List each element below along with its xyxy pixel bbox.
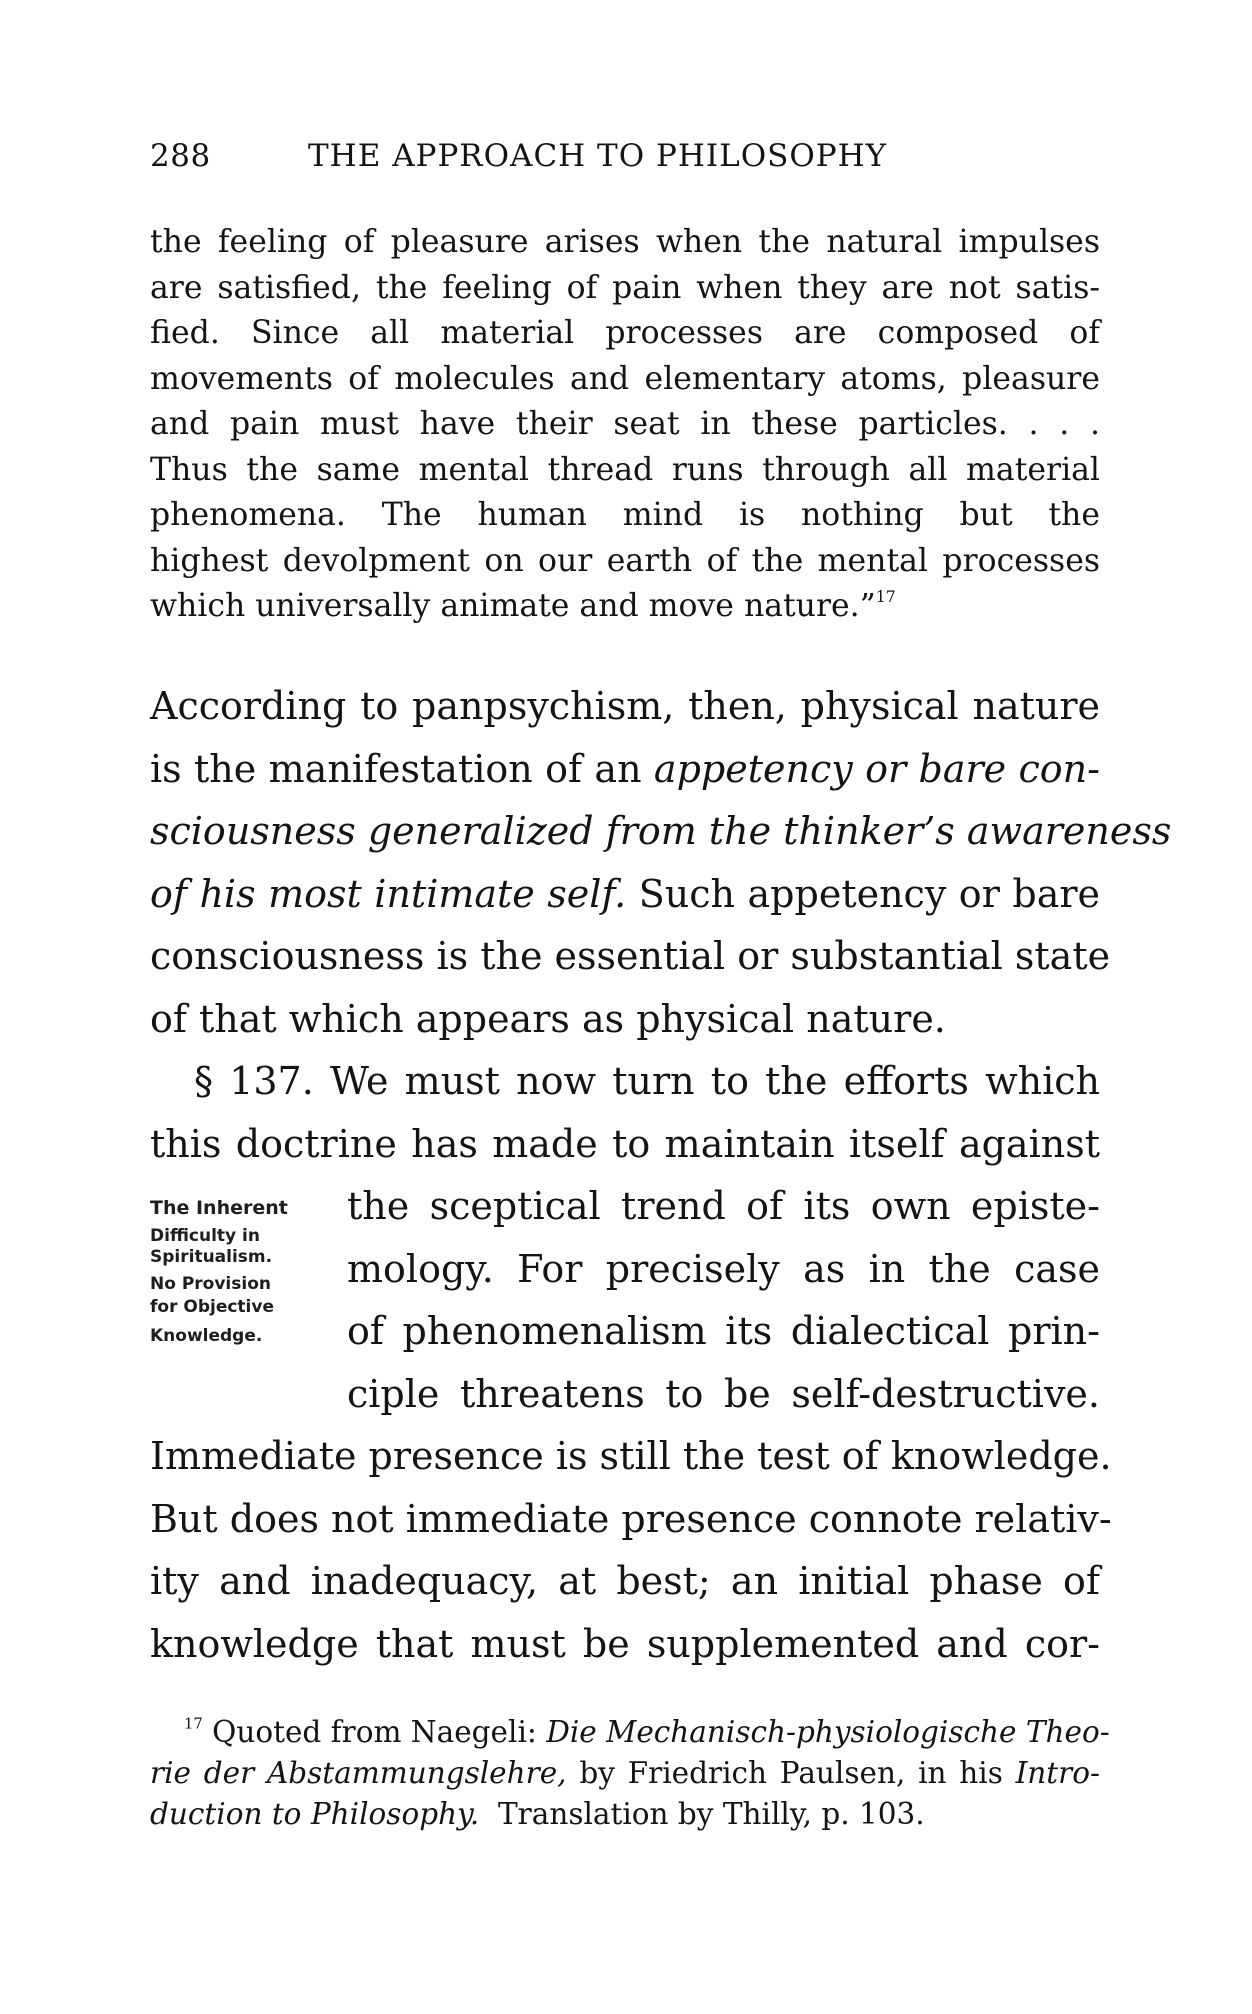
- quote-line: highest devolpment on our earth of the mental processes: [150, 542, 1100, 579]
- paragraph-line: this doctrine has made to maintain itself against: [150, 1121, 1100, 1166]
- text-run: is the manifestation of an: [150, 746, 654, 791]
- paragraph-section-137: [150, 1050, 1100, 1175]
- margin-note-line: No Provision: [150, 1274, 271, 1294]
- footnote: [150, 1712, 1110, 1835]
- margin-note: [150, 1197, 328, 1347]
- quote-line: the feeling of pleasure arises when the natural impulses: [150, 224, 1100, 260]
- margin-note-line: Difficulty in: [150, 1226, 260, 1246]
- italic-run: duction to Philosophy.: [150, 1797, 480, 1831]
- italic-run: Die Mechanisch-physiologische Theo-: [546, 1715, 1110, 1749]
- footnote-line: [150, 1712, 1110, 1753]
- footnote-ref: 17: [875, 586, 896, 606]
- quote-last-line: [150, 584, 1100, 630]
- paragraph-line: the sceptical trend of its own episte-: [347, 1184, 1100, 1228]
- footnote-line: [150, 1794, 1100, 1835]
- footnote-number: 17: [184, 1715, 203, 1733]
- paragraph-line: consciousness is the essential or substantial state: [150, 934, 1111, 978]
- paragraph-line: Immediate presence is still the test of knowledge.: [150, 1434, 1112, 1478]
- paragraph-line: According to panpsychism, then, physical nature: [150, 684, 1100, 728]
- paragraph-line: knowledge that must be supplemented and cor-: [150, 1621, 1100, 1666]
- footnote-line: [150, 1753, 1100, 1794]
- paragraph-line: of phenomenalism its dialectical prin-: [347, 1309, 1100, 1353]
- indented-text: [347, 1175, 1100, 1425]
- paragraph-panpsychism: [150, 675, 1172, 1050]
- italic-run: appetency or bare con-: [653, 746, 1100, 791]
- paragraph-continuation: [150, 1425, 1112, 1675]
- paragraph-line: ciple threatens to be self-destructive.: [347, 1371, 1100, 1416]
- paragraph-line: sciousness generalized from the thinker’s awareness: [150, 809, 1172, 853]
- quote-line: are satisfied, the feeling of pain when they are not satis-: [150, 269, 1100, 306]
- quote-line: movements of molecules and elementary atoms, pleasure: [150, 360, 1100, 397]
- block-quote: [150, 220, 1100, 630]
- paragraph-line: [150, 738, 1100, 801]
- paragraph-line: mology. For precisely as in the case: [347, 1246, 1100, 1291]
- text-run: Translation by Thilly, p. 103.: [479, 1797, 925, 1831]
- margin-note-line: Knowledge.: [150, 1326, 263, 1346]
- running-title: THE APPROACH TO PHILOSOPHY: [308, 138, 888, 174]
- paragraph-line: But does not immediate presence connote relativ-: [150, 1496, 1112, 1541]
- italic-run: of his most intimate self.: [150, 871, 627, 916]
- quote-line: and pain must have their seat in these particles. . . .: [150, 406, 1100, 442]
- text-run: Such appetency or bare: [626, 871, 1100, 916]
- margin-note-line: The Inherent: [150, 1197, 288, 1219]
- page-number: 288: [150, 138, 211, 174]
- paragraph-line: § 137. We must now turn to the efforts which: [194, 1059, 1100, 1103]
- paragraph-line: of that which appears as physical nature.: [150, 996, 946, 1041]
- italic-run: rie der Abstammungslehre,: [150, 1756, 567, 1790]
- italic-run: Intro-: [1015, 1756, 1100, 1790]
- text-run: Quoted from Naegeli:: [202, 1715, 547, 1749]
- paragraph-line: ity and inadequacy, at best; an initial phase of: [150, 1559, 1100, 1603]
- text-run: by Friedrich Paulsen, in his: [566, 1756, 1016, 1790]
- quote-line: fied. Since all material processes are composed of: [150, 315, 1100, 351]
- quote-line: Thus the same mental thread runs through all material: [150, 451, 1100, 488]
- margin-note-line: Spiritualism.: [150, 1247, 273, 1267]
- quote-line: phenomena. The human mind is nothing but the: [150, 497, 1100, 533]
- margin-note-line: for Objective: [150, 1297, 274, 1317]
- paragraph-line: [150, 863, 1100, 926]
- quote-line: which universally animate and move nature.”: [150, 588, 876, 624]
